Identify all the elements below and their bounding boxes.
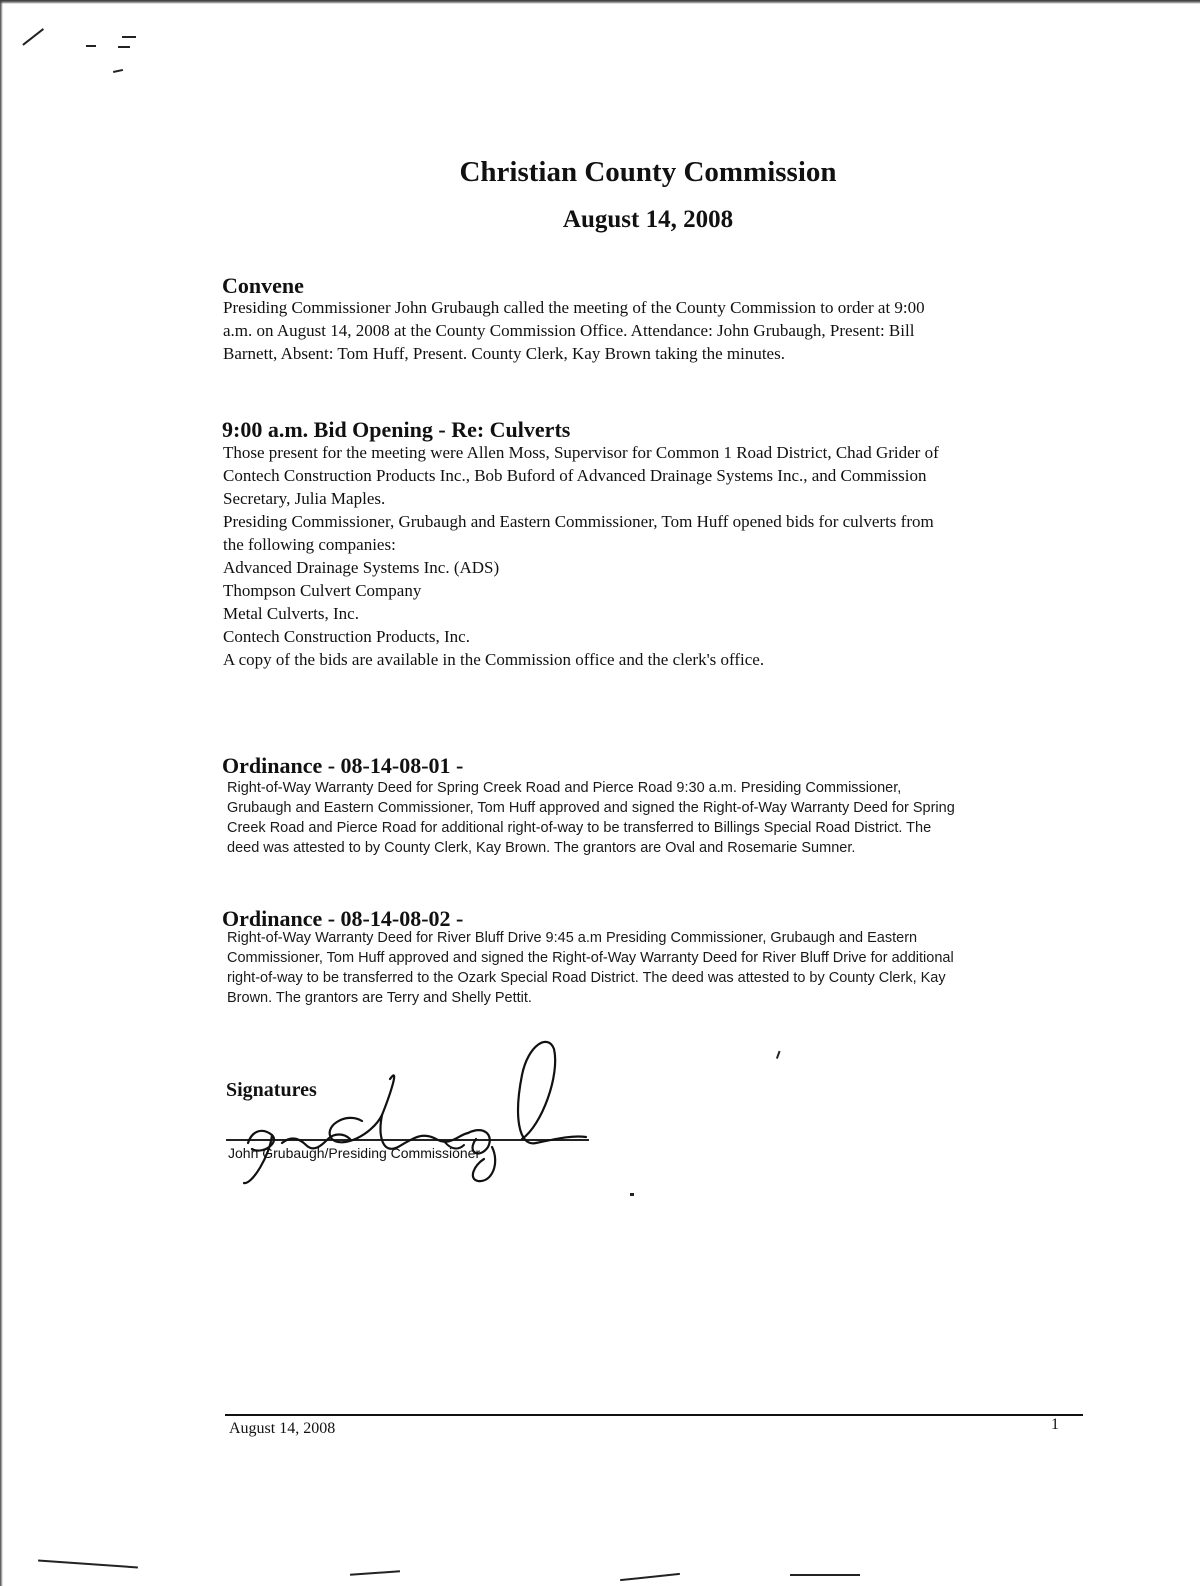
paragraph-line: Commissioner, Tom Huff approved and signed the Right-of-Way Warranty Deed for River Bluff Drive for additional xyxy=(227,950,954,966)
scan-edge-left xyxy=(0,0,3,1586)
paragraph-line: Presiding Commissioner, Grubaugh and Eastern Commissioner, Tom Huff opened bids for culverts from xyxy=(223,512,934,531)
footer-date: August 14, 2008 xyxy=(229,1420,336,1437)
scan-mark xyxy=(118,46,130,48)
scan-mark xyxy=(776,1051,780,1059)
paragraph-line: Brown. The grantors are Terry and Shelly Pettit. xyxy=(227,990,532,1006)
convene-paragraph xyxy=(223,296,1073,365)
company-list-item: Metal Culverts, Inc. xyxy=(223,604,359,623)
scan-mark xyxy=(790,1574,860,1576)
paragraph-line: Secretary, Julia Maples. xyxy=(223,489,386,508)
paragraph-line: Presiding Commissioner John Grubaugh called the meeting of the County Commission to order at 9:00 xyxy=(223,298,925,317)
page-number: 1 xyxy=(1051,1416,1059,1433)
ordinance-2-paragraph xyxy=(227,928,1077,1008)
document-title: Christian County Commission xyxy=(459,156,837,188)
company-list-item: Thompson Culvert Company xyxy=(223,581,422,600)
paragraph-line: Barnett, Absent: Tom Huff, Present. County Clerk, Kay Brown taking the minutes. xyxy=(223,344,785,363)
scan-mark xyxy=(620,1573,680,1581)
scan-mark xyxy=(22,28,43,45)
scan-edge-top xyxy=(0,0,1200,4)
signature-caption: John Grubaugh/Presiding Commissioner xyxy=(228,1145,481,1161)
company-list-item: Advanced Drainage Systems Inc. (ADS) xyxy=(223,558,500,577)
footer-rule xyxy=(225,1414,1083,1416)
convene-heading: Convene xyxy=(222,273,304,298)
ordinance-1-paragraph xyxy=(227,778,1077,858)
bid-opening-heading: 9:00 a.m. Bid Opening - Re: Culverts xyxy=(222,417,571,442)
paragraph-line: Grubaugh and Eastern Commissioner, Tom Huff approved and signed the Right-of-Way Warranty Deed for Spring xyxy=(227,800,955,816)
paragraph-line: deed was attested to by County Clerk, Kay Brown. The grantors are Oval and Rosemarie Sumner. xyxy=(227,840,856,856)
paragraph-line: A copy of the bids are available in the Commission office and the clerk's office. xyxy=(223,650,765,669)
bid-opening-paragraph xyxy=(223,441,1073,671)
scan-mark xyxy=(630,1193,634,1196)
company-list-item: Contech Construction Products, Inc. xyxy=(223,627,470,646)
ordinance-2-heading: Ordinance - 08-14-08-02 - xyxy=(222,906,464,931)
scan-mark xyxy=(86,45,96,47)
ordinance-1-heading: Ordinance - 08-14-08-01 - xyxy=(222,753,464,778)
paragraph-line: Right-of-Way Warranty Deed for River Bluff Drive 9:45 a.m Presiding Commissioner, Grubaugh and Eastern xyxy=(227,930,918,946)
handwritten-signature xyxy=(222,1035,622,1195)
document-date: August 14, 2008 xyxy=(562,206,734,233)
paragraph-line: Contech Construction Products Inc., Bob Buford of Advanced Drainage Systems Inc., and Commission xyxy=(223,466,927,485)
paragraph-line: Right-of-Way Warranty Deed for Spring Creek Road and Pierce Road 9:30 a.m. Presiding Commissioner, xyxy=(227,780,902,796)
signature-block xyxy=(222,1035,622,1195)
paragraph-line: right-of-way to be transferred to the Ozark Special Road District. The deed was attested to by County Clerk, Kay xyxy=(227,970,946,986)
scan-mark xyxy=(38,1560,138,1568)
paragraph-line: Those present for the meeting were Allen Moss, Supervisor for Common 1 Road District, Chad Grider of xyxy=(223,443,939,462)
paragraph-line: the following companies: xyxy=(223,535,396,554)
paragraph-line: Creek Road and Pierce Road for additional right-of-way to be transferred to Billings Special Road District. The xyxy=(227,820,932,836)
scan-mark xyxy=(122,36,136,38)
scan-mark xyxy=(350,1570,400,1575)
paragraph-line: a.m. on August 14, 2008 at the County Commission Office. Attendance: John Grubaugh, Present: Bill xyxy=(223,321,915,340)
scan-mark xyxy=(113,69,123,73)
signatures-heading: Signatures xyxy=(226,1079,317,1101)
